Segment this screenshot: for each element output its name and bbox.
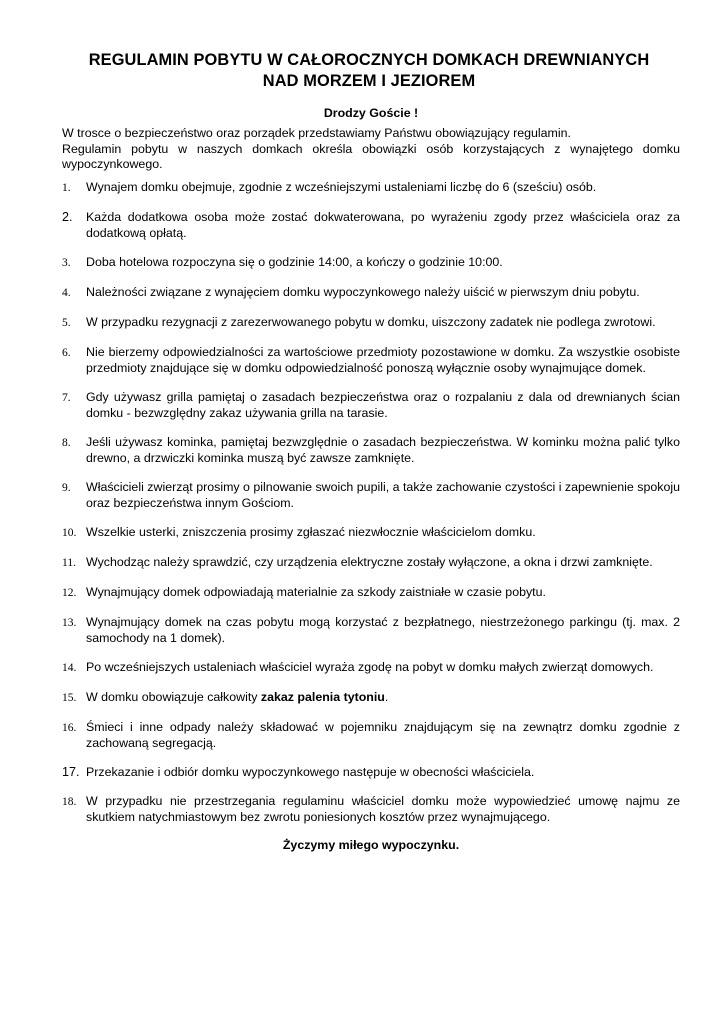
document-title — [62, 50, 680, 92]
rule-text: Gdy używasz grilla pamiętaj o zasadach bezpieczeństwa oraz o rozpalaniu z dala od drewnianych ścian domku - bezwzględny zakaz używania grilla na tarasie. — [86, 389, 680, 420]
rule-number: 6. — [62, 346, 71, 359]
closing-line: Życzymy miłego wypoczynku. — [282, 837, 460, 852]
rule-text — [86, 689, 680, 706]
rule-item — [62, 659, 680, 676]
rule-text: Wychodząc należy sprawdzić, czy urządzenia elektryczne zostały wyłączone, a okna i drzwi zamknięte. — [86, 554, 653, 569]
title-line-1: REGULAMIN POBYTU W CAŁOROCZNYCH DOMKACH DREWNIANYCH — [88, 51, 650, 69]
rule-number: 15. — [62, 691, 77, 704]
rule-item — [62, 614, 680, 646]
rule-number: 9. — [62, 481, 71, 494]
rule-text-after: . — [384, 689, 389, 704]
rule-item — [62, 584, 680, 601]
rule-text: Śmieci i inne odpady należy składować w pojemniku znajdującym się na zewnątrz domku zgodnie z zachowaną segregacją. — [86, 719, 680, 750]
rule-number: 12. — [62, 586, 77, 599]
rule-text: Nie bierzemy odpowiedzialności za wartościowe przedmioty pozostawione w domku. Za wszystkie osobiste przedmioty znajdujące się w domku odpowiedzialność ponoszą wyłącznie osoby wynajmujące domek. — [86, 344, 680, 375]
rule-number: 11. — [62, 556, 76, 569]
rule-number: 8. — [62, 436, 71, 449]
intro-line-2: Regulamin pobytu w naszych domkach określa obowiązki osób korzystających z wynajętego domku wypoczynkowego. — [62, 141, 680, 171]
rule-number: 1. — [62, 181, 71, 194]
rule-number: 10. — [62, 526, 77, 539]
rule-item — [62, 434, 680, 466]
rule-item — [62, 179, 680, 196]
rules-list — [62, 179, 680, 825]
rule-item — [62, 764, 680, 780]
rule-text: Właścicieli zwierząt prosimy o pilnowanie swoich pupili, a także zachowanie czystości i zapewnienie spokoju oraz bezpieczeństwa innym Gościom. — [86, 479, 680, 510]
rule-item — [62, 689, 680, 706]
rule-text: Doba hotelowa rozpoczyna się o godzinie 14:00, a kończy o godzinie 10:00. — [86, 254, 503, 269]
rule-text: Wynajmujący domek na czas pobytu mogą korzystać z bezpłatnego, niestrzeżonego parkingu (tj. max. 2 samochody na 1 domek). — [86, 614, 680, 645]
intro-line-1: W trosce o bezpieczeństwo oraz porządek przedstawiamy Państwu obowiązujący regulamin. — [62, 126, 571, 140]
rule-number: 5. — [62, 316, 71, 329]
rule-number: 17. — [62, 764, 80, 779]
rule-number: 13. — [62, 616, 77, 629]
rule-text: Przekazanie i odbiór domku wypoczynkowego następuje w obecności właściciela. — [86, 764, 535, 779]
rule-number: 4. — [62, 286, 71, 299]
rule-text: Jeśli używasz kominka, pamiętaj bezwzględnie o zasadach bezpieczeństwa. W kominku można palić tylko drewno, a drzwiczki kominka muszą być zawsze zamknięte. — [86, 434, 680, 465]
rule-text-bold: zakaz palenia tytoniu — [260, 689, 385, 704]
rule-number: 3. — [62, 256, 71, 269]
rule-text: W przypadku rezygnacji z zarezerwowanego pobytu w domku, uiszczony zadatek nie podlega zwrotowi. — [86, 314, 656, 329]
rule-text: Wynajmujący domek odpowiadają materialnie za szkody zaistniałe w czasie pobytu. — [86, 584, 546, 599]
intro-paragraph — [62, 126, 680, 173]
rule-item — [62, 254, 680, 271]
rule-text: Wynajem domku obejmuje, zgodnie z wcześniejszymi ustaleniami liczbę do 6 (sześciu) osób. — [86, 179, 597, 194]
rule-text-before: W domku obowiązuje całkowity — [86, 689, 261, 704]
rule-item — [62, 479, 680, 511]
rule-number: 7. — [62, 391, 71, 404]
title-line-2: NAD MORZEM I JEZIOREM — [262, 72, 476, 90]
rule-item — [62, 793, 680, 825]
rule-text: Należności związane z wynajęciem domku wypoczynkowego należy uiścić w pierwszym dniu pobytu. — [86, 284, 640, 299]
rule-item — [62, 719, 680, 751]
rule-item — [62, 524, 680, 541]
rule-item — [62, 389, 680, 421]
rule-item — [62, 554, 680, 571]
rule-number: 16. — [62, 721, 77, 734]
rule-text: Wszelkie usterki, zniszczenia prosimy zgłaszać niezwłocznie właścicielom domku. — [86, 524, 536, 539]
rule-number: 2. — [62, 209, 73, 224]
rule-number: 14. — [62, 661, 77, 674]
rule-item — [62, 314, 680, 331]
rule-text: W przypadku nie przestrzegania regulaminu właściciel domku może wypowiedzieć umowę najmu ze skutkiem natychmiastowym bez zwrotu poniesionych kosztów przez wynajmującego. — [86, 793, 680, 824]
rule-item — [62, 344, 680, 376]
rule-number: 18. — [62, 795, 77, 808]
rule-item — [62, 284, 680, 301]
rule-text: Po wcześniejszych ustaleniach właściciel wyraża zgodę na pobyt w domku małych zwierząt domowych. — [86, 659, 654, 674]
rule-item — [62, 209, 680, 241]
greeting: Drodzy Goście ! — [323, 106, 419, 120]
rule-text: Każda dodatkowa osoba może zostać dokwaterowana, po wyrażeniu zgody przez właściciela oraz za dodatkową opłatą. — [86, 209, 680, 240]
